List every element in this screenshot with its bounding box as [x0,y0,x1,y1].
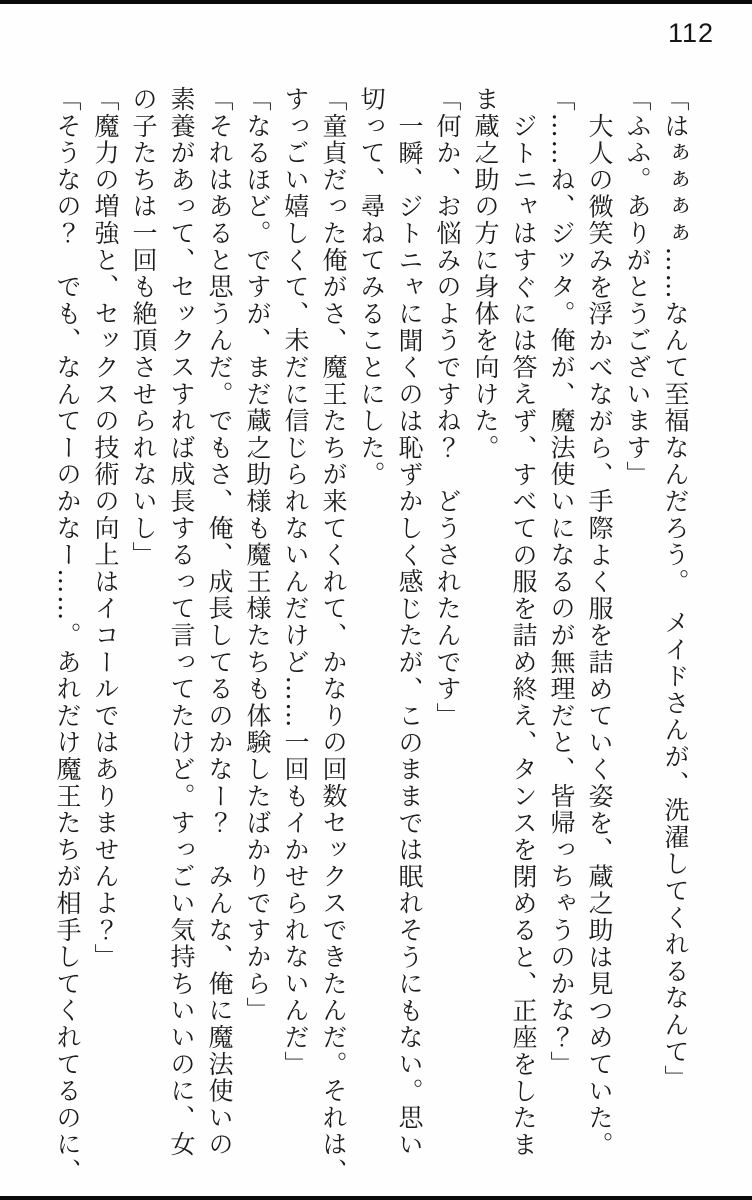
text-column: 「それはあると思うんだ。でもさ、俺、成長してるのかなー？ みんな、俺に魔法使いの [205,86,234,1158]
text-column: 「童貞だった俺がさ、魔王たちが来てくれて、かなりの回数セックスできたんだ。それは、 [319,86,348,1185]
text-column: 「……ね、ジッタ。俺が、魔法使いになるのが無理だと、皆帰っちゃうのかな？」 [547,86,576,1078]
top-border-rule [0,0,752,4]
text-column: 「なるほど。ですが、まだ蔵之助様も魔王様たちも体験したばかりですから」 [243,86,272,1024]
text-column: 「ふふ。ありがとうございます」 [623,86,652,488]
text-column: の子たちは一回も絶頂させられないし」 [129,86,158,569]
bottom-border-rule [0,1196,752,1200]
text-column: 素養があって、セックスすれば成長するって言ってたけど。すっごい気持ちいいのに、女 [167,86,196,1158]
text-column: 「はぁぁぁぁ……なんて至福なんだろう。 メイドさんが、洗濯してくれるなんて」 [661,86,690,1092]
text-column: 大人の微笑みを浮かべながら、手際よく服を詰めていく姿を、蔵之助は見つめていた。 [585,113,614,1159]
text-column: ジトニャはすぐには答えず、すべての服を詰め終え、タンスを閉めると、正座をしたま [509,113,538,1159]
text-column: 一瞬、ジトニャに聞くのは恥ずかしく感じたが、このままでは眠れそうにもない。思い [395,113,424,1159]
text-column: ま蔵之助の方に身体を向けた。 [471,86,500,462]
text-column: 「そうなの？ でも、なんてーのかなー……。あれだけ魔王たちが相手してくれてるのに、 [53,86,82,1185]
text-column: すっごい嬉しくて、未だに信じられないんだけど……一回もイかせられないんだ」 [281,86,310,1078]
vertical-text-block [42,86,690,1185]
page-number: 112 [667,18,714,48]
text-column: 「魔力の増強と、セックスの技術の向上はイコールではありませんよ？」 [91,86,120,971]
text-column: 「何か、お悩みのようですね？ どうされたんです」 [433,86,462,730]
text-column: 切って、尋ねてみることにした。 [357,86,386,488]
